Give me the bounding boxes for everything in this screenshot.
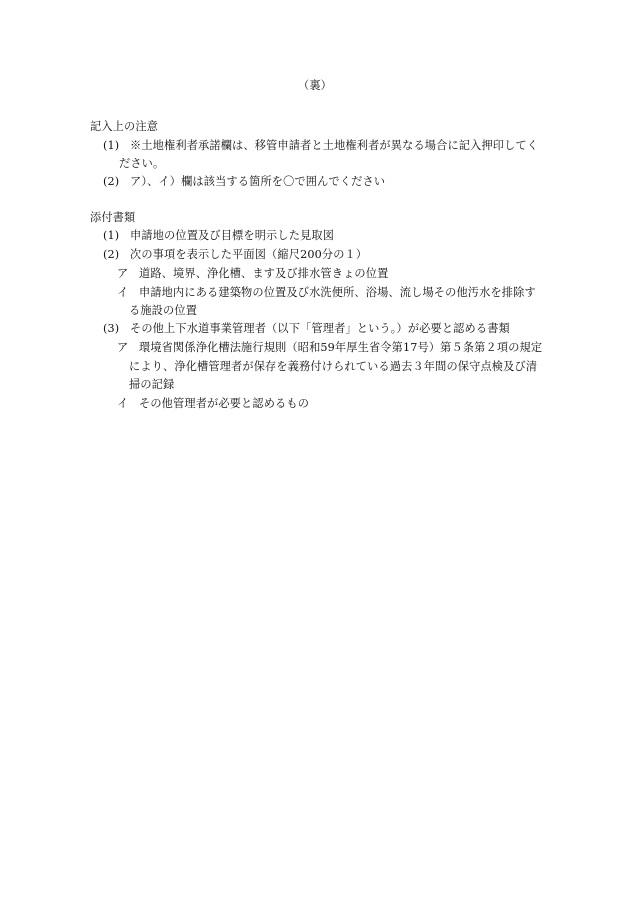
attachments-subitem-text-continued: 掃の記録: [129, 378, 175, 391]
page-title: （裏）: [297, 79, 332, 92]
notes-item-text: ※土地権利者承諾欄は、移管申請者と土地権利者が異なる場合に記入押印してく: [130, 139, 539, 152]
attachments-item-number: (1): [103, 229, 120, 242]
attachments-subitem-label: イ: [117, 397, 129, 410]
notes-heading: 記入上の注意: [90, 120, 159, 133]
attachments-heading: 添付書類: [90, 211, 136, 224]
attachments-item-text: 申請地の位置及び目標を明示した見取図: [130, 229, 335, 242]
attachments-subitem-label: ア: [117, 267, 129, 280]
attachments-subitem-label: イ: [117, 286, 129, 299]
notes-item-text: ア）、イ）欄は該当する箇所を〇で囲んでください: [130, 175, 386, 188]
attachments-subitem-text: 申請地内にある建築物の位置及び水洗便所、浴場、流し場その他汚水を排除す: [139, 286, 536, 299]
attachments-subitem-text-continued: る施設の位置: [129, 304, 198, 317]
attachments-subitem-text: その他管理者が必要と認めるもの: [139, 397, 310, 410]
attachments-subitem-text-continued: により、浄化槽管理者が保存を義務付けられている過去３年間の保守点検及び清: [129, 360, 538, 373]
attachments-item-number: (2): [103, 248, 120, 261]
attachments-item-number: (3): [103, 322, 120, 335]
notes-item-text-continued: ださい。: [119, 157, 165, 170]
notes-item-number: (2): [103, 175, 120, 188]
notes-item-number: (1): [103, 139, 120, 152]
attachments-subitem-text: 環境省関係浄化槽法施行規則（昭和59年厚生省令第17号）第５条第２項の規定: [139, 341, 543, 354]
attachments-item-text: 次の事項を表示した平面図（縮尺200分の１）: [130, 248, 368, 261]
attachments-item-text: その他上下水道事業管理者（以下「管理者」という。）が必要と認める書類: [130, 322, 510, 335]
attachments-subitem-label: ア: [117, 341, 129, 354]
attachments-subitem-text: 道路、境界、浄化槽、ます及び排水管きょの位置: [139, 267, 389, 280]
